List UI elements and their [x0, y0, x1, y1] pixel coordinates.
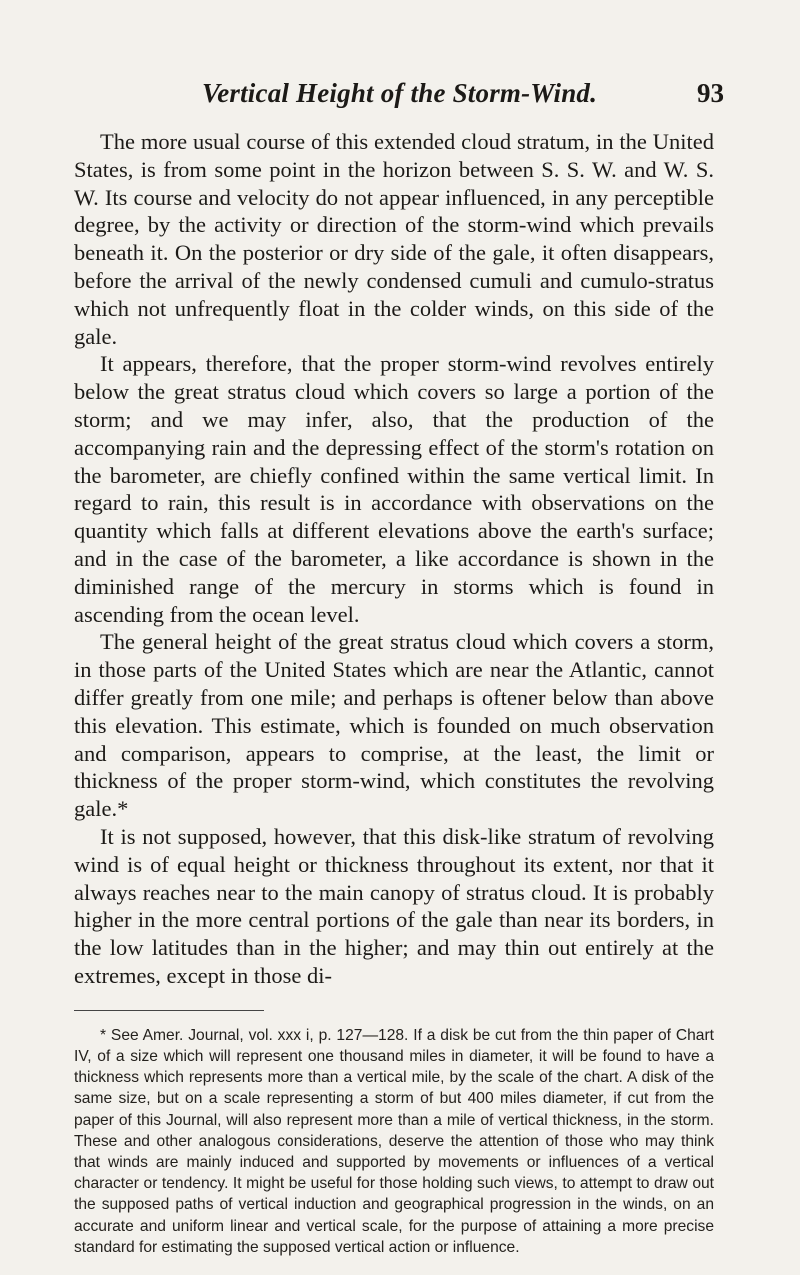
- page-number: 93: [697, 78, 724, 108]
- body-text: [74, 128, 714, 990]
- footnote-rule: [74, 1010, 264, 1011]
- paragraph: The more usual course of this extended cloud stratum, in the United States, is from some point in the horizon between S. S. W. and W. S. W. Its course and velocity do not appear influenced, in any perceptible degree, by the activity or direction of the storm-wind which prevails beneath it. On the posterior or dry side of the gale, it often disappears, before the arrival of the newly condensed cumuli and cumulo-stratus which not unfrequently float in the colder winds, on this side of the gale.: [74, 129, 714, 349]
- paragraph: It appears, therefore, that the proper storm-wind revolves entirely below the great stratus cloud which covers so large a portion of the storm; and we may infer, also, that the production of the accompanying rain and the depressing effect of the storm's rotation on the barometer, are chiefly confined within the same vertical limit. In regard to rain, this result is in accordance with observations on the quantity which falls at different elevations above the earth's surface; and in the case of the barometer, a like accordance is shown in the diminished range of the mercury in storms which is found in ascending from the ocean level.: [74, 351, 714, 627]
- book-page: [74, 78, 724, 1258]
- footnote: * See Amer. Journal, vol. xxx i, p. 127—128. If a disk be cut from the thin paper of Chart IV, of a size which will represent one thousand miles in diameter, it will be found to have a thickness which represents more than a vertical mile, by the scale of the chart. A disk of the same size, but on a scale representing a storm of but 400 miles diameter, if cut from the paper of this Journal, will also represent more than a mile of vertical thickness, in the storm. These and other analogous considerations, deserve the attention of those who may think that winds are mainly induced and supported by movements or influences of a vertical character or tendency. It might be useful for those holding such views, to attempt to draw out the supposed paths of vertical induction and geographical progression in the winds, on an accurate and uniform linear and vertical scale, for the purpose of attaining a more precise standard for estimating the supposed vertical action or influence.: [74, 1026, 714, 1256]
- paragraph: It is not supposed, however, that this disk-like stratum of revolving wind is of equal height or thickness throughout its extent, nor that it always reaches near to the main canopy of stratus cloud. It is probably higher in the more central portions of the gale than near its borders, in the low latitudes than in the higher; and may thin out entirely at the extremes, except in those di-: [74, 823, 714, 988]
- paragraph: The general height of the great stratus cloud which covers a storm, in those parts of the United States which are near the Atlantic, cannot differ greatly from one mile; and perhaps is oftener below than above this elevation. This estimate, which is founded on much observation and comparison, appears to comprise, at the least, the limit or thickness of the proper storm-wind, which constitutes the revolving gale.*: [74, 629, 714, 822]
- running-head: [74, 78, 724, 118]
- running-title: Vertical Height of the Storm-Wind.: [202, 78, 598, 108]
